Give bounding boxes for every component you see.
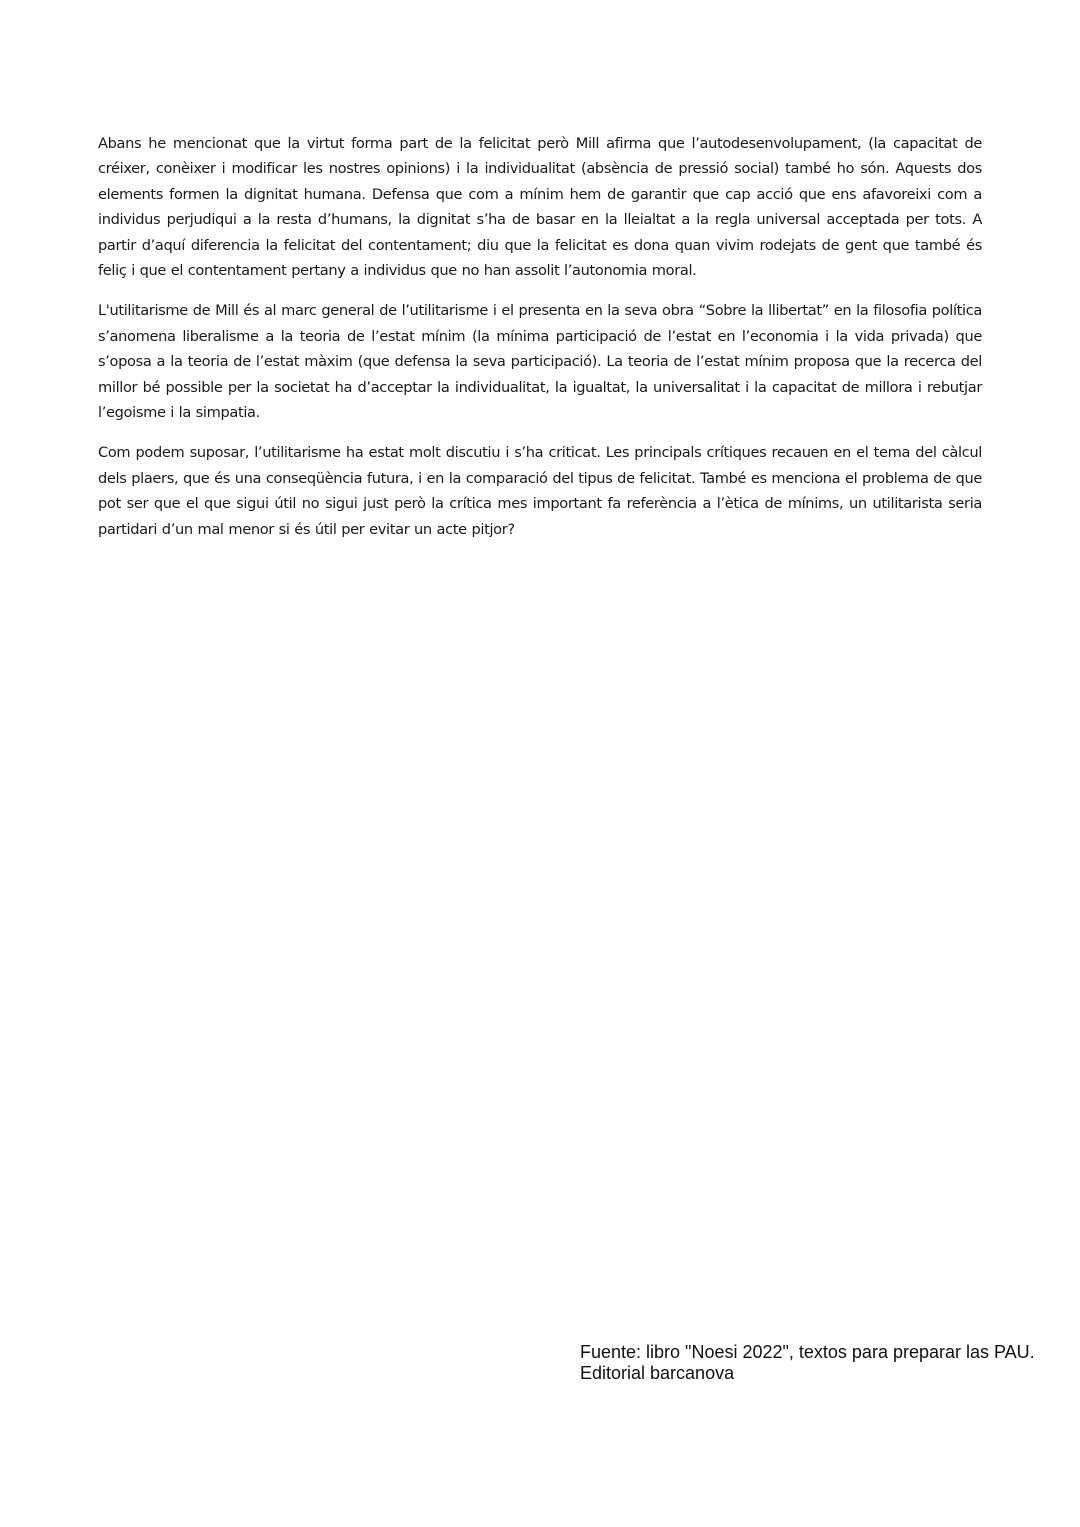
paragraph-utilitarisme-mill: L'utilitarisme de Mill és al marc general de l’utilitarisme i el presenta en la seva obra “Sobre la llibertat” en la filosofia política s’anomena liberalisme a la teoria de l’estat mínim (la mínima participació de l’estat en l’economia i la vida privada) que s’oposa a la teoria de l’estat màxim (que defensa la seva participació). La teoria de l’estat mínim proposa que la recerca del millor bé possible per la societat ha d’acceptar la individualitat, la igualtat, la universalitat i la capacitat de millora i rebutjar l’egoisme i la simpatia.: [98, 302, 982, 422]
source-citation: [580, 1342, 1075, 1384]
source-line-1: Fuente: libro "Noesi 2022", textos para preparar las PAU.: [580, 1342, 1035, 1362]
paragraph-critiques: Com podem suposar, l’utilitarisme ha estat molt discutiu i s’ha criticat. Les principals crítiques recauen en el tema del càlcul dels plaers, que és una conseqüència futura, i en la comparació del tipus de felicitat. També es menciona el problema de que pot ser que el que sigui útil no sigui just però la crítica mes important fa referència a l’ètica de mínims, un utilitarista seria partidari d’un mal menor si és útil per evitar un acte pitjor?: [98, 444, 982, 538]
paragraph-virtut-felicitat: Abans he mencionat que la virtut forma part de la felicitat però Mill afirma que l’autodesenvolupament, (la capacitat de créixer, conèixer i modificar les nostres opinions) i la individualitat (absència de pressió social) també ho són. Aquests dos elements formen la dignitat humana. Defensa que com a mínim hem de garantir que cap acció que ens afavoreixi com a individus perjudiqui a la resta d’humans, la dignitat s’ha de basar en la lleialtat a la regla universal acceptada per tots. A partir d’aquí diferencia la felicitat del contentament; diu que la felicitat es dona quan vivim rodejats de gent que també és feliç i que el contentament pertany a individus que no han assolit l’autonomia moral.: [98, 135, 982, 280]
document-body: [98, 131, 982, 557]
source-line-2: Editorial barcanova: [580, 1363, 735, 1383]
